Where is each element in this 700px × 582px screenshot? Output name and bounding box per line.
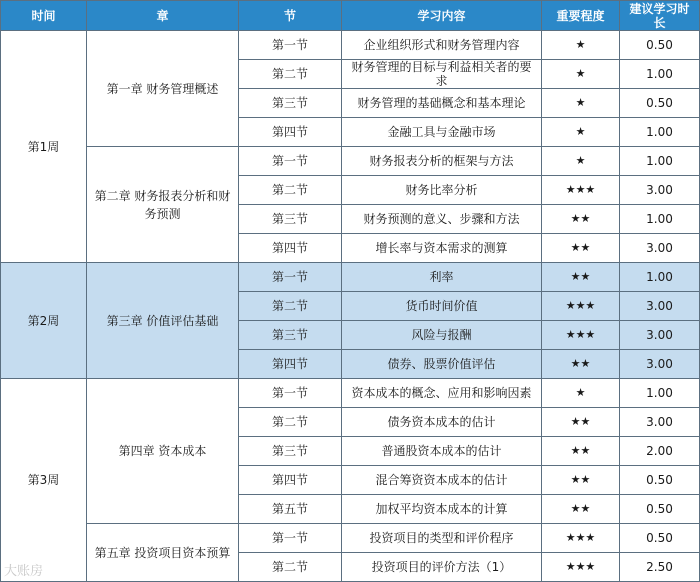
section-cell: 第二节 — [239, 553, 342, 582]
section-cell: 第三节 — [239, 437, 342, 466]
importance-cell: ★★ — [542, 234, 620, 263]
content-cell: 利率 — [342, 263, 542, 292]
week-cell: 第1周 — [1, 31, 87, 263]
header-time: 时间 — [1, 1, 87, 31]
importance-cell: ★★ — [542, 408, 620, 437]
hours-cell: 0.50 — [620, 31, 700, 60]
hours-cell: 3.00 — [620, 321, 700, 350]
importance-cell: ★★ — [542, 350, 620, 379]
importance-cell: ★★ — [542, 437, 620, 466]
table-row — [1, 31, 700, 60]
hours-cell: 2.50 — [620, 553, 700, 582]
watermark: 大账房 — [4, 564, 44, 579]
section-cell: 第四节 — [239, 466, 342, 495]
section-cell: 第三节 — [239, 205, 342, 234]
importance-cell: ★★ — [542, 263, 620, 292]
hours-cell: 0.50 — [620, 466, 700, 495]
hours-cell: 2.00 — [620, 437, 700, 466]
hours-cell: 1.00 — [620, 147, 700, 176]
importance-cell: ★ — [542, 147, 620, 176]
content-cell: 财务报表分析的框架与方法 — [342, 147, 542, 176]
hours-cell: 0.50 — [620, 89, 700, 118]
chapter-cell: 第一章 财务管理概述 — [87, 31, 239, 147]
header-content: 学习内容 — [342, 1, 542, 31]
header-hours: 建议学习时长 — [620, 1, 700, 31]
content-cell: 财务管理的目标与利益相关者的要求 — [342, 60, 542, 89]
week-cell: 第3周 — [1, 379, 87, 582]
importance-cell: ★★ — [542, 205, 620, 234]
importance-cell: ★ — [542, 89, 620, 118]
importance-cell: ★ — [542, 31, 620, 60]
table-row — [1, 263, 700, 292]
section-cell: 第五节 — [239, 495, 342, 524]
hours-cell: 1.00 — [620, 205, 700, 234]
content-cell: 投资项目的类型和评价程序 — [342, 524, 542, 553]
importance-cell: ★ — [542, 60, 620, 89]
importance-cell: ★★ — [542, 466, 620, 495]
section-cell: 第四节 — [239, 234, 342, 263]
hours-cell: 1.00 — [620, 60, 700, 89]
content-cell: 债务资本成本的估计 — [342, 408, 542, 437]
hours-cell: 1.00 — [620, 263, 700, 292]
hours-cell: 3.00 — [620, 350, 700, 379]
table-row — [1, 379, 700, 408]
table-row — [1, 147, 700, 176]
section-cell: 第一节 — [239, 263, 342, 292]
section-cell: 第一节 — [239, 524, 342, 553]
section-cell: 第一节 — [239, 379, 342, 408]
content-cell: 金融工具与金融市场 — [342, 118, 542, 147]
section-cell: 第三节 — [239, 89, 342, 118]
chapter-cell: 第五章 投资项目资本预算 — [87, 524, 239, 582]
content-cell: 增长率与资本需求的测算 — [342, 234, 542, 263]
section-cell: 第二节 — [239, 408, 342, 437]
section-cell: 第二节 — [239, 60, 342, 89]
importance-cell: ★ — [542, 118, 620, 147]
content-cell: 债券、股票价值评估 — [342, 350, 542, 379]
chapter-cell: 第二章 财务报表分析和财务预测 — [87, 147, 239, 263]
importance-cell: ★★★ — [542, 553, 620, 582]
header-section: 节 — [239, 1, 342, 31]
hours-cell: 3.00 — [620, 176, 700, 205]
hours-cell: 3.00 — [620, 234, 700, 263]
table-row — [1, 524, 700, 553]
content-cell: 企业组织形式和财务管理内容 — [342, 31, 542, 60]
hours-cell: 1.00 — [620, 118, 700, 147]
section-cell: 第一节 — [239, 147, 342, 176]
importance-cell: ★★ — [542, 495, 620, 524]
content-cell: 混合筹资资本成本的估计 — [342, 466, 542, 495]
content-cell: 财务管理的基础概念和基本理论 — [342, 89, 542, 118]
table-body — [1, 31, 700, 582]
section-cell: 第一节 — [239, 31, 342, 60]
header-chapter: 章 — [87, 1, 239, 31]
hours-cell: 3.00 — [620, 292, 700, 321]
importance-cell: ★★★ — [542, 524, 620, 553]
content-cell: 货币时间价值 — [342, 292, 542, 321]
content-cell: 财务比率分析 — [342, 176, 542, 205]
section-cell: 第四节 — [239, 350, 342, 379]
content-cell: 风险与报酬 — [342, 321, 542, 350]
content-cell: 财务预测的意义、步骤和方法 — [342, 205, 542, 234]
hours-cell: 1.00 — [620, 379, 700, 408]
hours-cell: 3.00 — [620, 408, 700, 437]
content-cell: 资本成本的概念、应用和影响因素 — [342, 379, 542, 408]
header-row — [1, 1, 700, 31]
chapter-cell: 第三章 价值评估基础 — [87, 263, 239, 379]
chapter-cell: 第四章 资本成本 — [87, 379, 239, 524]
importance-cell: ★ — [542, 379, 620, 408]
importance-cell: ★★★ — [542, 321, 620, 350]
header-importance: 重要程度 — [542, 1, 620, 31]
section-cell: 第三节 — [239, 321, 342, 350]
content-cell: 投资项目的评价方法（1） — [342, 553, 542, 582]
week-cell: 第2周 — [1, 263, 87, 379]
hours-cell: 0.50 — [620, 524, 700, 553]
importance-cell: ★★★ — [542, 292, 620, 321]
section-cell: 第二节 — [239, 292, 342, 321]
section-cell: 第二节 — [239, 176, 342, 205]
hours-cell: 0.50 — [620, 495, 700, 524]
importance-cell: ★★★ — [542, 176, 620, 205]
section-cell: 第四节 — [239, 118, 342, 147]
content-cell: 加权平均资本成本的计算 — [342, 495, 542, 524]
content-cell: 普通股资本成本的估计 — [342, 437, 542, 466]
